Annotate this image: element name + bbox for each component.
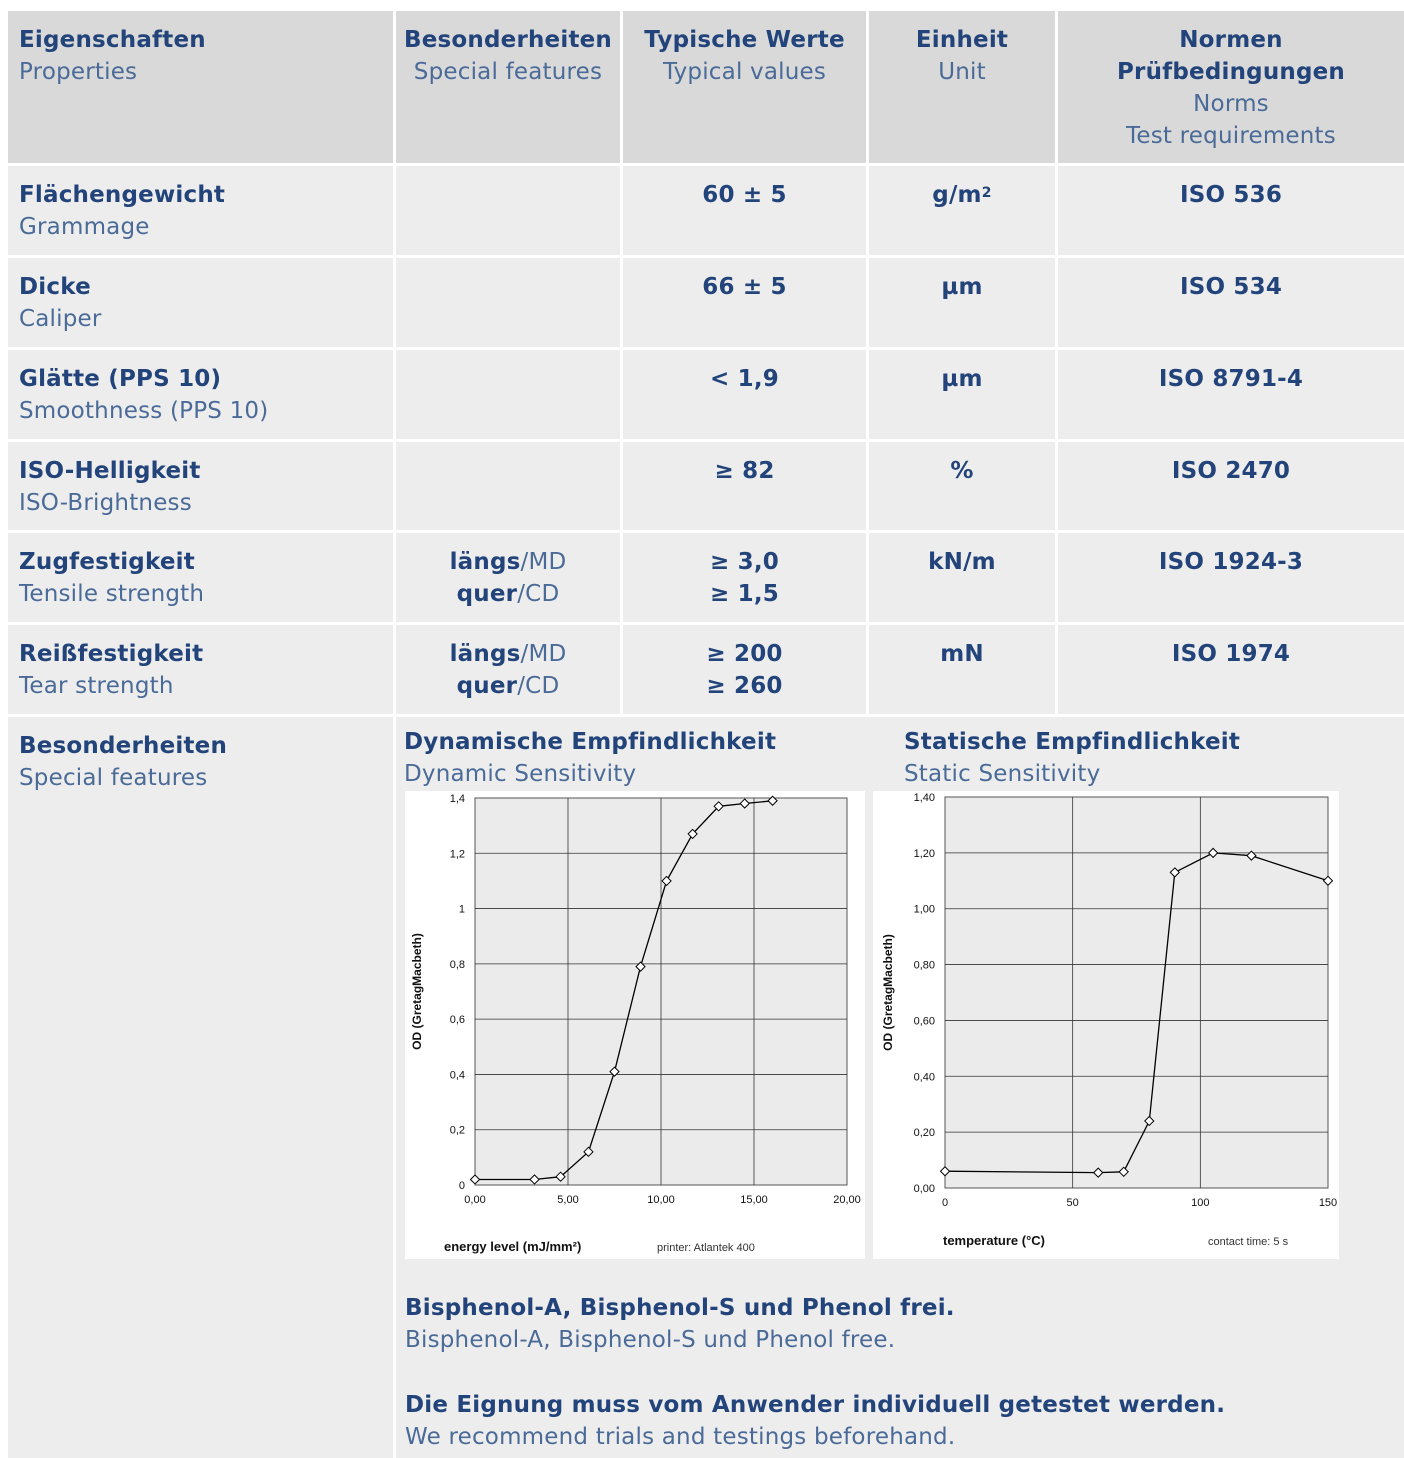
norm-value: ISO 1924-3	[1158, 549, 1304, 575]
header-typical-values-de: Typische Werte	[644, 27, 845, 53]
x-tick-label: 10,00	[647, 1194, 675, 1206]
unit-cell	[869, 258, 1055, 347]
y-tick-label: 0,40	[913, 1071, 935, 1084]
header-properties-de: Eigenschaften	[19, 27, 206, 53]
dynamic-sensitivity-svg	[405, 791, 865, 1259]
feature-md: längs/MD	[449, 549, 567, 575]
feature-md: längs/MD	[449, 641, 567, 667]
testing-note-en: We recommend trials and testings beforehand.	[405, 1424, 956, 1450]
typical-value-cd: ≥ 260	[706, 673, 783, 699]
y-tick-label: 0,4	[449, 1069, 465, 1082]
norm-cell	[1058, 350, 1404, 439]
x-tick-label: 20,00	[833, 1194, 861, 1206]
norm-cell	[1058, 166, 1404, 255]
norm-value: ISO 536	[1179, 182, 1283, 208]
dynamic-sensitivity-chart	[405, 791, 865, 1259]
x-axis-label: energy level (mJ/mm²)	[444, 1239, 582, 1254]
special-features-label-de: Besonderheiten	[19, 733, 228, 759]
table-row-brightness	[8, 442, 393, 530]
y-tick-label: 0,2	[449, 1124, 465, 1137]
header-norms-en-2: Test requirements	[1126, 123, 1336, 149]
header-typical-values	[623, 11, 866, 163]
unit-cell	[869, 442, 1055, 530]
typical-value: 66 ± 5	[702, 274, 787, 300]
value-cell	[623, 533, 866, 622]
header-unit-en: Unit	[938, 59, 986, 85]
property-name-de: Reißfestigkeit	[19, 641, 204, 667]
norm-cell	[1058, 442, 1404, 530]
header-unit	[869, 11, 1055, 163]
table-row-tensile-strength	[8, 533, 393, 622]
bisphenol-note-en: Bisphenol-A, Bisphenol-S und Phenol free.	[405, 1327, 896, 1353]
y-tick-label: 0,80	[913, 959, 935, 972]
unit-cell	[869, 625, 1055, 714]
y-tick-label: 1,00	[913, 903, 935, 916]
feature-cell	[396, 166, 620, 255]
property-name-en: Tear strength	[19, 673, 174, 699]
header-properties-en: Properties	[19, 59, 138, 85]
typical-value-cd: ≥ 1,5	[709, 581, 780, 607]
property-name-de: Glätte (PPS 10)	[19, 366, 222, 392]
table-row-grammage	[8, 166, 393, 255]
header-norms	[1058, 11, 1404, 163]
y-tick-label: 0,8	[449, 958, 465, 971]
x-tick-label: 100	[1191, 1197, 1210, 1209]
norm-cell	[1058, 625, 1404, 714]
static-title-en: Static Sensitivity	[904, 761, 1101, 787]
y-axis-label: OD (GretagMacbeth)	[410, 933, 424, 1050]
dynamic-title-de: Dynamische Empfindlichkeit	[404, 729, 777, 755]
norm-cell	[1058, 533, 1404, 622]
table-row-tear-strength	[8, 625, 393, 714]
y-tick-label: 0,00	[913, 1183, 935, 1195]
header-special-features-de: Besonderheiten	[403, 27, 613, 53]
x-tick-label: 15,00	[740, 1194, 768, 1206]
header-norms-en-1: Norms	[1193, 91, 1269, 117]
y-tick-label: 1,4	[449, 793, 465, 805]
feature-cell	[396, 442, 620, 530]
dynamic-sensitivity-title	[404, 726, 776, 790]
x-tick-label: 0	[941, 1197, 949, 1209]
unit-value: µm	[941, 274, 983, 300]
unit-value: %	[950, 458, 974, 484]
property-name-de: Dicke	[19, 274, 91, 300]
header-unit-de: Einheit	[915, 27, 1009, 53]
value-cell	[623, 350, 866, 439]
y-tick-label: 0,6	[449, 1014, 465, 1027]
table-row-caliper	[8, 258, 393, 347]
unit-value: $g/m^2$	[932, 182, 992, 208]
y-tick-label: 1,20	[913, 847, 935, 860]
typical-value-md: ≥ 200	[706, 641, 783, 667]
header-norms-de-1: Normen	[1179, 27, 1283, 53]
chart-annotation: printer: Atlantek 400	[657, 1242, 755, 1254]
y-axis-label: OD (GretagMacbeth)	[881, 934, 895, 1051]
feature-cd: quer/CD	[456, 673, 560, 699]
property-name-de: ISO-Helligkeit	[19, 458, 201, 484]
feature-cell	[396, 625, 620, 714]
property-name-en: Caliper	[19, 306, 102, 332]
y-tick-label: 0	[458, 1180, 465, 1192]
property-name-de: Zugfestigkeit	[19, 549, 195, 575]
property-name-de: Flächengewicht	[19, 182, 226, 208]
plot-area	[945, 797, 1328, 1188]
special-features-label-en: Special features	[19, 765, 208, 791]
feature-cell	[396, 258, 620, 347]
y-tick-label: 1,40	[913, 792, 935, 804]
static-sensitivity-svg	[873, 791, 1339, 1259]
typical-value: 60 ± 5	[702, 182, 787, 208]
testing-note	[405, 1389, 1225, 1453]
y-tick-label: 0,60	[913, 1015, 935, 1028]
static-sensitivity-title	[904, 726, 1240, 790]
value-cell	[623, 625, 866, 714]
x-axis-label: temperature (°C)	[943, 1233, 1045, 1248]
norm-value: ISO 2470	[1171, 458, 1291, 484]
header-typical-values-en: Typical values	[662, 59, 827, 85]
unit-value: mN	[940, 641, 984, 667]
y-tick-label: 0,20	[913, 1127, 935, 1140]
norm-value: ISO 8791-4	[1158, 366, 1304, 392]
y-tick-label: 1,2	[449, 848, 465, 861]
value-cell	[623, 442, 866, 530]
feature-cell	[396, 533, 620, 622]
static-title-de: Statische Empfindlichkeit	[904, 729, 1241, 755]
testing-note-de: Die Eignung muss vom Anwender individuell getestet werden.	[405, 1392, 1226, 1418]
dynamic-title-en: Dynamic Sensitivity	[404, 761, 637, 787]
typical-value: < 1,9	[709, 366, 780, 392]
header-properties	[8, 11, 393, 163]
unit-value: kN/m	[928, 549, 996, 575]
static-sensitivity-chart	[873, 791, 1339, 1259]
x-tick-label: 0,00	[464, 1194, 486, 1206]
header-special-features-en: Special features	[413, 59, 603, 85]
bisphenol-note-de: Bisphenol-A, Bisphenol-S und Phenol frei.	[405, 1295, 955, 1321]
value-cell	[623, 258, 866, 347]
unit-cell	[869, 350, 1055, 439]
special-features-label-cell	[8, 717, 393, 1458]
x-tick-label: 150	[1318, 1197, 1338, 1209]
unit-cell	[869, 533, 1055, 622]
norm-value: ISO 1974	[1171, 641, 1291, 667]
table-row-smoothness	[8, 350, 393, 439]
unit-cell	[869, 166, 1055, 255]
bisphenol-note	[405, 1292, 955, 1356]
property-name-en: Smoothness (PPS 10)	[19, 398, 269, 424]
feature-cell	[396, 350, 620, 439]
norm-cell	[1058, 258, 1404, 347]
typical-value: ≥ 82	[714, 458, 775, 484]
unit-value: µm	[941, 366, 983, 392]
feature-cd: quer/CD	[456, 581, 560, 607]
header-special-features	[396, 11, 620, 163]
property-name-en: ISO-Brightness	[19, 490, 192, 516]
x-tick-label: 50	[1066, 1197, 1079, 1209]
y-tick-label: 1	[458, 903, 465, 916]
x-tick-label: 5,00	[557, 1194, 579, 1206]
property-name-en: Grammage	[19, 214, 150, 240]
norm-value: ISO 534	[1179, 274, 1283, 300]
typical-value-md: ≥ 3,0	[709, 549, 780, 575]
header-norms-de-2: Prüfbedingungen	[1116, 59, 1345, 85]
property-name-en: Tensile strength	[19, 581, 205, 607]
chart-annotation: contact time: 5 s	[1208, 1236, 1289, 1248]
value-cell	[623, 166, 866, 255]
